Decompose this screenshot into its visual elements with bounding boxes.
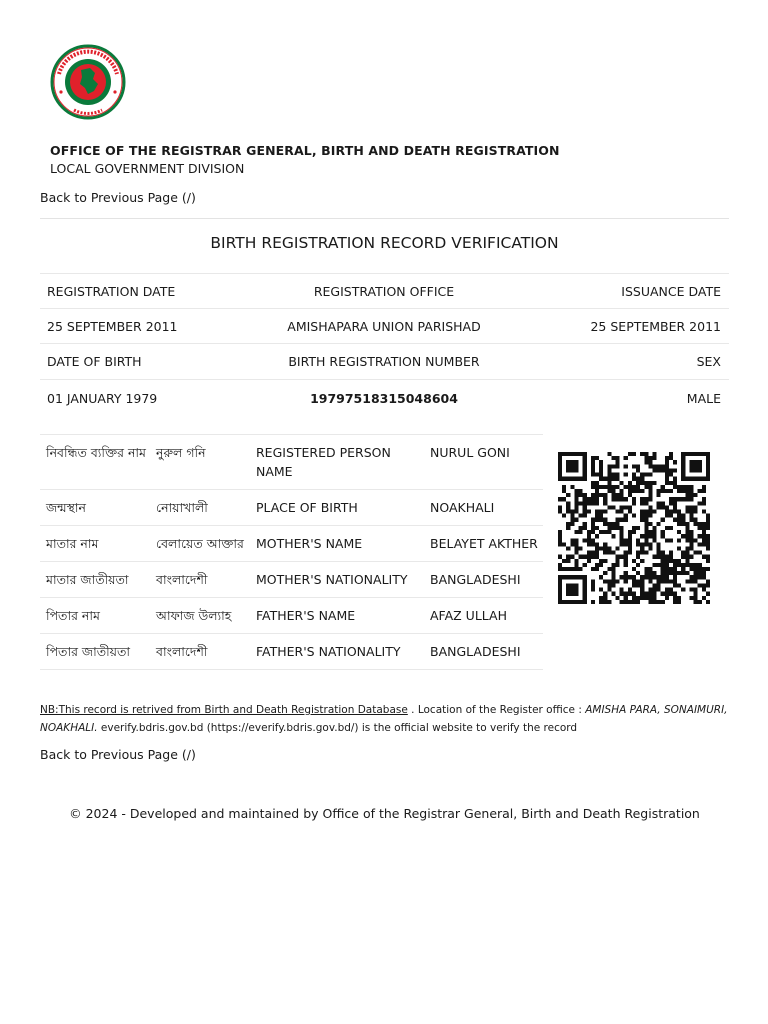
en-value: AFAZ ULLAH: [430, 598, 543, 634]
back-link-top[interactable]: Back to Previous Page (/): [40, 190, 196, 205]
table-row: [40, 490, 543, 526]
bn-value: বাংলাদেশী: [156, 562, 256, 598]
page-title: BIRTH REGISTRATION RECORD VERIFICATION: [210, 234, 559, 252]
table-row: [40, 634, 543, 670]
summary-value-row: [40, 379, 729, 416]
bn-value: বাংলাদেশী: [156, 634, 256, 670]
registration-date-value: 25 SEPTEMBER 2011: [47, 319, 178, 334]
org-subtitle: LOCAL GOVERNMENT DIVISION: [50, 161, 245, 176]
table-row: [40, 435, 543, 490]
en-value: BELAYET AKTHER: [430, 526, 543, 562]
record-note: [40, 701, 729, 737]
en-value: BANGLADESHI: [430, 634, 543, 670]
bn-label: মাতার নাম: [40, 526, 156, 562]
table-row: [40, 598, 543, 634]
issuance-date-label: ISSUANCE DATE: [621, 284, 721, 299]
bn-value: নোয়াখালী: [156, 490, 256, 526]
back-link-bottom[interactable]: Back to Previous Page (/): [40, 747, 196, 762]
issuance-date-value: 25 SEPTEMBER 2011: [590, 319, 721, 334]
en-label: FATHER'S NAME: [256, 598, 430, 634]
bn-value: বেলায়েত আক্তার: [156, 526, 256, 562]
date-of-birth-value: 01 JANUARY 1979: [47, 390, 158, 406]
bn-label: জন্মস্থান: [40, 490, 156, 526]
org-header: [50, 143, 560, 176]
note-location-prefix: . Location of the Register office :: [407, 704, 586, 716]
summary-header-row: [40, 273, 729, 309]
person-details-table: [40, 434, 543, 670]
en-value: NOAKHALI: [430, 490, 543, 526]
en-label: MOTHER'S NAME: [256, 526, 430, 562]
birth-registration-number-value: 19797518315048604: [310, 390, 458, 406]
en-value: BANGLADESHI: [430, 562, 543, 598]
bn-label: পিতার নাম: [40, 598, 156, 634]
sex-label: SEX: [696, 354, 721, 369]
registration-date-label: REGISTRATION DATE: [47, 284, 176, 299]
qr-modules: [558, 452, 710, 604]
database-note: NB:This record is retrived from Birth and Death Registration Database: [40, 704, 408, 716]
bn-value: নুরুল গনি: [156, 435, 256, 490]
summary-header-row: [40, 343, 729, 379]
en-label: MOTHER'S NATIONALITY: [256, 562, 430, 598]
summary-value-row: [40, 308, 729, 344]
qr-code-icon: [558, 450, 710, 606]
sex-value: MALE: [686, 390, 721, 406]
en-label: PLACE OF BIRTH: [256, 490, 430, 526]
org-title: OFFICE OF THE REGISTRAR GENERAL, BIRTH AND DEATH REGISTRATION: [50, 143, 560, 158]
footer-copyright: © 2024 - Developed and maintained by Office of the Registrar General, Birth and Death Registration: [69, 806, 700, 821]
en-value: NURUL GONI: [430, 435, 543, 490]
registration-office-label: REGISTRATION OFFICE: [313, 284, 455, 299]
table-row: [40, 526, 543, 562]
en-label: FATHER'S NATIONALITY: [256, 634, 430, 670]
bn-label: পিতার জাতীয়তা: [40, 634, 156, 670]
government-seal-icon: [50, 44, 126, 120]
divider: [40, 218, 729, 219]
en-label: REGISTERED PERSON NAME: [256, 435, 430, 490]
note-website: everify.bdris.gov.bd (https://everify.bdris.gov.bd/) is the official website to verify the record: [97, 722, 578, 734]
bn-value: আফাজ উল্যাহ: [156, 598, 256, 634]
bn-label: নিবন্ধিত ব্যক্তির নাম: [40, 435, 156, 490]
register-office-location: AMISHA PARA, SONAIMURI, NOAKHALI.: [40, 704, 728, 734]
date-of-birth-label: DATE OF BIRTH: [47, 354, 142, 369]
bn-label: মাতার জাতীয়তা: [40, 562, 156, 598]
registration-office-value: AMISHAPARA UNION PARISHAD: [287, 319, 481, 334]
table-row: [40, 562, 543, 598]
birth-registration-number-label: BIRTH REGISTRATION NUMBER: [288, 354, 480, 369]
